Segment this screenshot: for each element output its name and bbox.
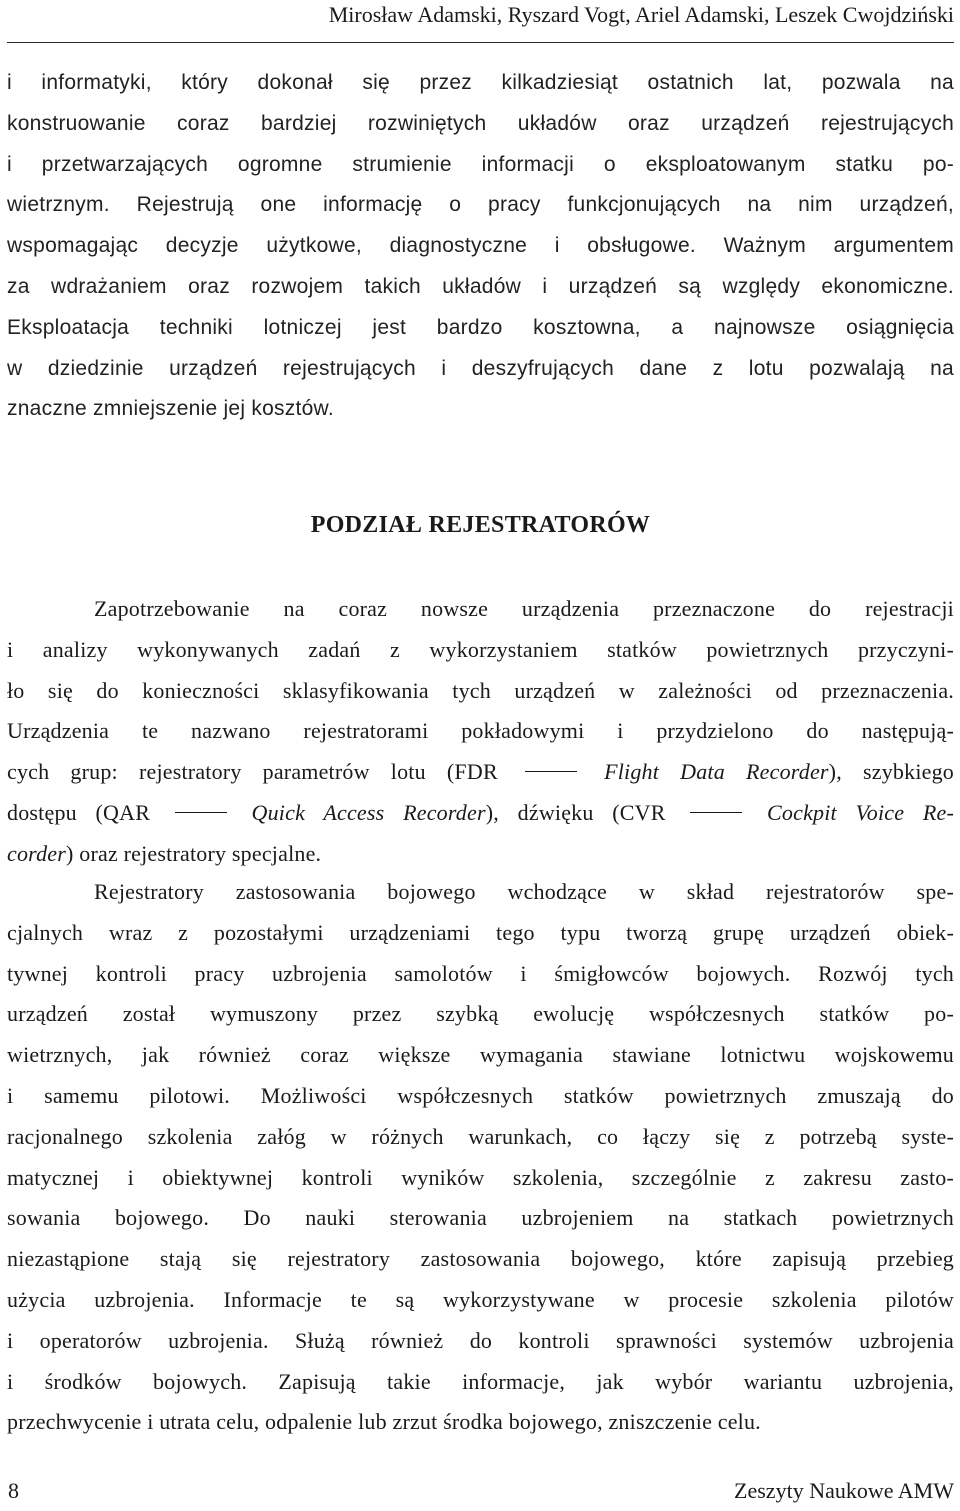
paragraph-line: wietrznym. Rejestrują one informację o pracy funkcjonujących na nim urządzeń, <box>7 193 954 217</box>
paragraph-line: i przetwarzających ogromne strumienie informacji o eksploatowanym statku po- <box>7 152 954 176</box>
term-cvr-end: corder <box>7 840 67 866</box>
paragraph-line: wietrznych, jak również coraz większe wymagania stawiane lotnictwu wojskowemu <box>7 1042 954 1068</box>
paragraph-line: tywnej kontroli pracy uzbrojenia samolotów i śmigłowców bojowych. Rozwój tych <box>7 960 954 986</box>
paragraph-line: i środków bojowych. Zapisują takie informacje, jak wybór wariantu uzbrojenia, <box>7 1368 954 1394</box>
paragraph-line: sowania bojowego. Do nauki sterowania uzbrojeniem na statkach powietrznych <box>7 1205 954 1231</box>
term-qar: Quick Access Recorder <box>251 799 486 825</box>
em-dash-rule <box>175 812 227 813</box>
paragraph-line: wspomagając decyzje użytkowe, diagnostyczne i obsługowe. Ważnym argumentem <box>7 234 954 258</box>
paragraph-line: przechwycenie i utrata celu, odpalenie lub zrzut środka bojowego, zniszczenie celu. <box>7 1409 761 1435</box>
paragraph-line <box>7 834 954 875</box>
em-dash-rule <box>690 812 742 813</box>
paragraph-line: racjonalnego szkolenia załóg w różnych warunkach, co łączy się z potrzebą syste- <box>7 1123 954 1149</box>
text-run: cych grup: rejestratory parametrów lotu (FDR <box>7 759 498 785</box>
text-run: ), szybkiego <box>828 759 954 785</box>
paragraph-line: i operatorów uzbrojenia. Służą również do kontroli sprawności systemów uzbrojenia <box>7 1327 954 1353</box>
intro-paragraph <box>7 63 954 430</box>
paragraph-line: Zapotrzebowanie na coraz nowsze urządzenia przeznaczone do rejestracji <box>94 596 954 621</box>
paragraph-line: urządzeń został wymuszony przez szybką ewolucję współczesnych statków po- <box>7 1001 954 1027</box>
text-run: ), dźwięku (CVR <box>485 799 666 825</box>
combat-recorders-paragraph <box>7 872 954 1443</box>
paragraph-line: cjalnych wraz z pozostałymi urządzeniami tego typu tworzą grupę urządzeń obiek- <box>7 919 954 945</box>
text-run: ) oraz rejestratory specjalne. <box>66 840 322 866</box>
paragraph-line: Rejestratory zastosowania bojowego wchodzące w skład rejestratorów spe- <box>94 879 954 904</box>
page-number: 8 <box>8 1478 19 1503</box>
paragraph-line: użycia uzbrojenia. Informacje te są wykorzystywane w procesie szkolenia pilotów <box>7 1286 954 1312</box>
classification-paragraph <box>7 589 954 875</box>
paragraph-line: w dziedzinie urządzeń rejestrujących i deszyfrujących dane z lotu pozwalają na <box>7 356 954 380</box>
paragraph-line: ło się do konieczności sklasyfikowania tych urządzeń w zależności od przeznaczenia. <box>7 677 954 703</box>
paragraph-line: konstruowanie coraz bardziej rozwiniętych układów oraz urządzeń rejestrujących <box>7 111 954 135</box>
paragraph-line <box>7 752 954 793</box>
paragraph-line: i informatyki, który dokonał się przez kilkadziesiąt ostatnich lat, pozwala na <box>7 71 954 94</box>
text-run: dostępu (QAR <box>7 799 151 825</box>
paragraph-line: i samemu pilotowi. Możliwości współczesnych statków powietrznych zmuszają do <box>7 1082 954 1108</box>
document-page <box>7 0 954 1511</box>
paragraph-line <box>7 793 954 834</box>
paragraph-line: matycznej i obiektywnej kontroli wyników szkolenia, szczególnie z zakresu zasto- <box>7 1164 954 1190</box>
paragraph-line: Eksploatacja techniki lotniczej jest bardzo kosztowna, a najnowsze osiągnięcia <box>7 315 954 339</box>
paragraph-line: Urządzenia te nazwano rejestratorami pokładowymi i przydzielono do następują- <box>7 718 954 744</box>
em-dash-rule <box>525 771 577 772</box>
paragraph-line: i analizy wykonywanych zadań z wykorzystaniem statków powietrznych przyczyni- <box>7 636 954 662</box>
section-heading: PODZIAŁ REJESTRATORÓW <box>310 512 651 538</box>
running-footer-journal: Zeszyty Naukowe AMW <box>734 1478 954 1503</box>
paragraph-line: niezastąpione stają się rejestratory zastosowania bojowego, które zapisują przebieg <box>7 1246 954 1272</box>
paragraph-line: za wdrażaniem oraz rozwojem takich układów i urządzeń są względy ekonomiczne. <box>7 274 954 298</box>
term-cvr: Cockpit Voice Re- <box>767 799 955 825</box>
paragraph-line: znaczne zmniejszenie jej kosztów. <box>7 397 334 421</box>
term-fdr: Flight Data Recorder <box>604 759 829 785</box>
header-rule <box>7 42 954 43</box>
running-header-authors: Mirosław Adamski, Ryszard Vogt, Ariel Adamski, Leszek Cwojdziński <box>328 2 954 27</box>
